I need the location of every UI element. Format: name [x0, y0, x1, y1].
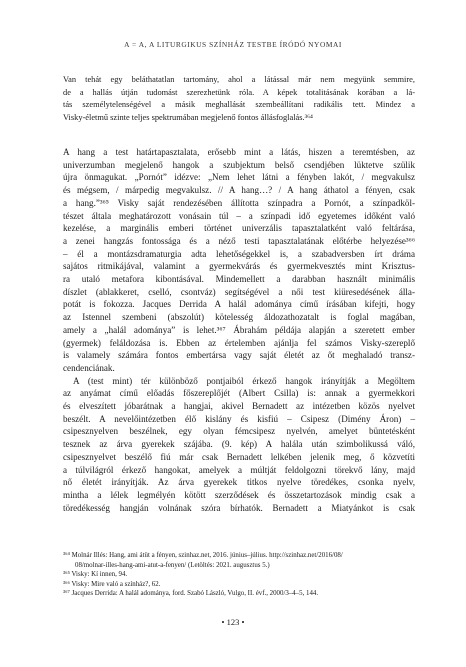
- footnote-line: 08/molnar-illes-hang-ami-atut-a-fenyen/ (Letöltés: 2021. augusztus 5.): [75, 561, 270, 569]
- body-line: tesznek az árva gyerekek szájába. (9. kép) A halála után szimbolikussá váló,: [63, 439, 415, 450]
- footnotes: [63, 551, 415, 599]
- page-number: • 123 •: [221, 617, 245, 627]
- body-line: mintha a lélek legmélyén kötött szerződések és összetartozások mindig csak a: [63, 489, 415, 500]
- body-line: is valamely számára fontos embertársa vagy saját életét az őt meghaladó transz-: [63, 350, 415, 361]
- quote-line: tás személytelenségével a másik meghallását szembeállítani radikális tett. Mindez a: [63, 100, 415, 110]
- body-line: a zenei hangzás fontossága és a néző testi tapasztalatának előtérbe helyezése³⁶⁶: [63, 235, 415, 246]
- body-line: csipesznyelvet beszélő fiú már csak Bernadett lelkében jelenik meg, ő közvetíti: [63, 451, 415, 462]
- body-line: kezelése, a marginális emberi történet univerzális tapasztalatként való feltárása,: [63, 223, 415, 234]
- quote-line: Van tehát egy beláthatatlan tartomány, ahol a látással már nem megyünk semmire,: [63, 75, 415, 84]
- body-line: cendenciának.: [63, 362, 115, 373]
- body-line: tészet általa meghatározott vonásain túl – a színpadi idő egyetemes időként való: [63, 210, 415, 221]
- body-line: A hang a test határtapasztalata, erősebb mint a látás, hiszen a teremtésben, az: [63, 147, 415, 157]
- body-line: sajátos ritmikájával, valamint a gyermekvárás és gyermekvesztés mint Krisztus-: [63, 261, 415, 272]
- body-line: – él a montázsdramaturgia adta lehetőségekkel is, a szabadversben írt dráma: [63, 248, 415, 259]
- body-line: és elveszített jóbarátnak a hangjai, akivel Bernadett az intézetben közös nyelvet: [63, 401, 415, 412]
- body-line: ra utaló metafora kibontásával. Mindemellett a darabban használt minimális: [63, 274, 415, 285]
- body-line: csipesznyelven beszélnek, egy olyan fémcsipesz nyelvén, amelyet büntetésként: [63, 426, 415, 437]
- body-line: díszlet (ablakkeret, cselló, csontváz) segítségével a női test kiüresedésének álla-: [63, 286, 415, 297]
- body-line: és mégsem, / márpedig megvakulsz. // A hang…? / A hang áthatol a fényen, csak: [63, 185, 415, 196]
- footnote-line: ³⁶⁵ Visky: Kí innen, 94.: [63, 571, 128, 579]
- body-line: a hang.”³⁶⁵ Visky saját rendezésében állította színpadra a Pornót, a színpadköl-: [63, 197, 415, 208]
- footnote-line: ³⁶⁷ Jacques Derrida: A halál adománya, ford. Szabó László, Vulgo, II. évf., 2000/3–4–5, 144.: [63, 590, 319, 598]
- running-header: A = A, A LITURGIKUS SZÍNHÁZ TESTBE ÍRÓDÓ NYOMAI: [124, 40, 342, 49]
- body-line: töredékesség hangján volnának szóra bírhatók. Bernadett a Miatyánkot is csak: [63, 502, 415, 513]
- body-text: [63, 146, 415, 514]
- body-line: az Istennel szembeni (abszolút) kötelesség áldozathozatalt is foglal magában,: [63, 312, 415, 323]
- body-line: A (test mint) tér különböző pontjaiból érkező hangok irányítják a Megöltem: [73, 375, 415, 386]
- body-line: az anyámat című előadás főszereplőjét (Albert Csilla) is: annak a gyermekkori: [63, 388, 415, 399]
- body-line: univerzumban megjelenő hangok a szubjektum belső csendjében lüktetve szülik: [63, 159, 415, 170]
- quote-line: Visky-életmű szinte teljes spektrumában megjelenő fontos állásfoglalás.³⁶⁴: [63, 113, 313, 123]
- quote-paragraph: [63, 74, 415, 125]
- footnote-line: ³⁶⁶ Visky: Mire való a színház?, 62.: [63, 580, 161, 588]
- body-line: újra önmagukat. „Pornót” idézve: „Nem lehet látni a fényben lakót, / megvakulsz: [63, 172, 415, 183]
- body-line: amely a „halál adománya” is lehet.³⁶⁷ Ábrahám példája alapján a szeretett ember: [63, 324, 415, 335]
- body-line: nő életét irányítják. Az árva gyerekek titkos nyelve töredékes, csonka nyelv,: [63, 477, 415, 488]
- body-line: potát is fokozza. Jacques Derrida A halál adománya című írásában kifejti, hogy: [63, 299, 415, 310]
- body-line: (gyermek) feláldozása is. Ebben az értelemben ajánlja fel számos Visky-szereplő: [63, 337, 415, 348]
- quote-line: de a hallás útján tudomást szerezhetünk róla. A képek totalitásának korában a lá-: [63, 87, 415, 97]
- footnote-line: ³⁶⁴ Molnár Illés: Hang, ami átüt a fényen, szinhaz.net, 2016. június–július. http://szinhaz.net/2016/08/: [63, 552, 343, 559]
- body-line: beszélt. A nevelőintézetben élő kislány és kisfiú – Csipesz (Dimény Áron) –: [63, 413, 415, 424]
- body-line: a túlvilágról érkező hangokat, amelyek a múltját feldolgozni törekvő lány, majd: [63, 464, 415, 475]
